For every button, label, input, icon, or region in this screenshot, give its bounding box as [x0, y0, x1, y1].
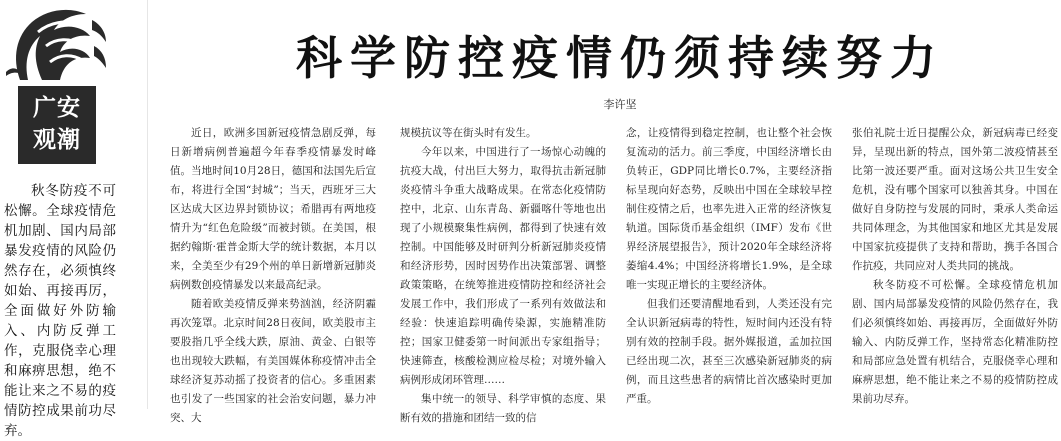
article-paragraph: 规模抗议等在街头时有发生。	[400, 127, 537, 139]
column-tag-line2: 观潮	[33, 127, 81, 153]
article-column-4	[852, 124, 1058, 409]
author-byline: 李许坚	[603, 98, 637, 111]
article-paragraph: 张伯礼院士近日提醒公众，新冠病毒已经变异，呈现出新的特点，国外第二波疫情甚至比第一波还要严重。面对这场公共卫生安全危机，没有哪个国家可以独善其身。中国在做好自身防控与发展的同时，秉承人类命运共同体理念，为其他国家和地区尤其是发展中国家抗疫提供了支持和帮助，携手各国合作抗疫，共同应对人类共同的挑战。	[852, 127, 1058, 272]
column-divider	[147, 0, 148, 409]
wave-emblem-icon	[2, 2, 114, 82]
column-logo	[2, 2, 114, 168]
article-paragraph: 近日，欧洲多国新冠疫情急剧反弹，每日新增病例普遍超今年春季疫情暴发时峰值。当地时间10月28日，德国和法国先后宣布，将进行全国“封城”；当天，西班牙三大区达成大区边界封锁协议；希腊再有两地疫情升为“红色危险级”而被封锁。在美国，根据约翰斯·霍普金斯大学的统计数据，本月以来，全美至少有29个州的单日新增新冠肺炎病例数创疫情暴发以来最高纪录。	[170, 127, 376, 291]
article-column-1	[170, 124, 376, 424]
article-paragraph: 集中统一的领导、科学审慎的态度、果断有效的措施和团结一致的信	[400, 393, 606, 424]
article-paragraph: 秋冬防疫不可松懈。全球疫情危机加剧、国内局部暴发疫情的风险仍然存在，我们必须慎终如始、再接再厉，全面做好外防输入、内防反弹工作，坚持常态化精准防控和局部应急处置有机结合，克服侥幸心理和麻痹思想，绝不能让来之不易的疫情防控成果前功尽弃。	[852, 279, 1058, 405]
column-tag-box	[18, 86, 96, 164]
article-paragraph: 今年以来，中国进行了一场惊心动魄的抗疫大战，付出巨大努力，取得抗击新冠肺炎疫情斗争重大战略成果。在常态化疫情防控中，北京、山东青岛、新疆喀什等地也出现了小规模聚集性病例，都得到了快速有效控制。中国能够及时研判分析新冠肺炎疫情和经济形势，因时因势作出决策部署、调整政策策略，在统筹推进疫情防控和经济社会发展工作中，我们形成了一系列有效做法和经验：快速追踪明确传染源，实施精准防控；国家卫健委第一时间派出专家组指导；快速筛查，核酸检测应检尽检；对境外输入病例形成闭环管理……	[400, 146, 606, 386]
article-paragraph: 随着欧美疫情反弹来势汹汹，经济阴霾再次笼罩。北京时间28日夜间，欧美股市主要股指几乎全线大跌，原油、黄金、白银等也出现较大跌幅，有美国媒体称疫情冲击全球经济复苏动摇了投资者的信心。多重困素也引发了一些国家的社会治安问题，暴力冲突、大	[170, 298, 376, 424]
article-paragraph: 念，让疫情得到稳定控制，也让整个社会恢复流动的活力。前三季度，中国经济增长由负转正，GDP同比增长0.7%，主要经济指标呈现向好态势，反映出中国在全球较早控制住疫情之后，也率先进入正常的经济恢复轨道。国际货币基金组织（IMF）发布《世界经济展望报告》，预计2020年全球经济将萎缩4.4%；中国经济将增长1.9%，是全球唯一实现正增长的主要经济体。	[626, 127, 832, 291]
headline: 科学防控疫情仍须持续努力	[296, 31, 944, 85]
article-paragraph: 但我们还要清醒地看到，人类还没有完全认识新冠病毒的特性，短时间内还没有特别有效的控制手段。据外媒报道，孟加拉国已经出现二次，甚至三次感染新冠肺炎的病例，而且这些患者的病情比首次感染时更加严重。	[626, 298, 832, 405]
article-column-3	[626, 124, 832, 409]
article-column-2	[400, 124, 606, 424]
lead-summary: 秋冬防疫不可松懈。全球疫情危机加剧、国内局部暴发疫情的风险仍然存在，必须慎终如始、再接再厉，全面做好外防输入、内防反弹工作，克服侥幸心理和麻痹思想，绝不能让来之不易的疫情防控成果前功尽弃。	[4, 183, 116, 439]
column-tag-line1: 广安	[33, 95, 81, 121]
